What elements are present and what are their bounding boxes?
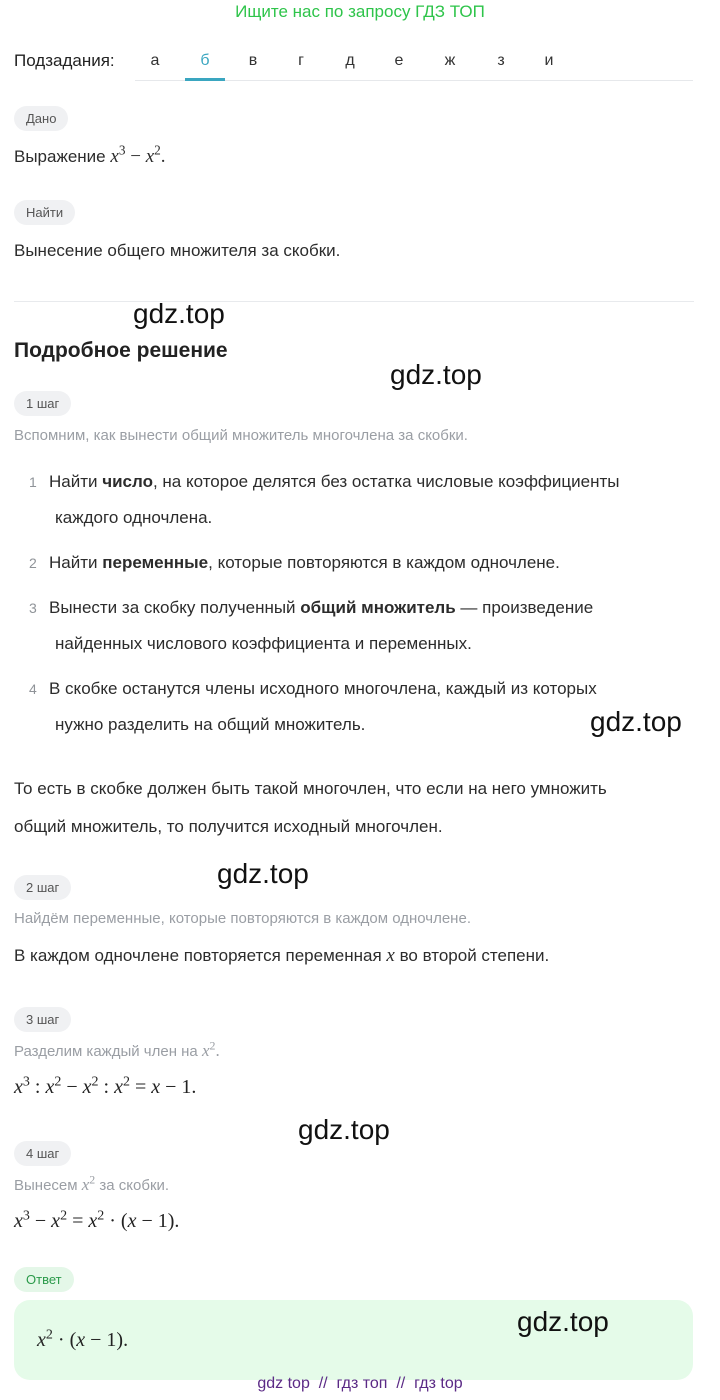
list-item-text: Найти [49, 472, 103, 491]
watermark: gdz.top [517, 1306, 609, 1337]
list-number: 1 [29, 474, 37, 490]
list-item [49, 553, 560, 573]
list-number: 4 [29, 681, 37, 697]
step4-hint-text: Вынесем [14, 1177, 78, 1194]
step2-text [14, 944, 549, 968]
step4-pill: 4 шаг [14, 1141, 71, 1166]
step4-pill-wrap [14, 1141, 71, 1166]
list-item [49, 472, 620, 492]
step4-hint-text: за скобки. [99, 1177, 170, 1194]
find-text: Вынесение общего множителя за скобки. [14, 241, 341, 260]
answer-pill: Ответ [14, 1267, 74, 1292]
step3-hint [14, 1038, 220, 1061]
given-pill-wrap [14, 106, 68, 131]
step2-text-post: во второй степени. [399, 946, 550, 965]
list-number: 2 [29, 555, 37, 571]
tab-g[interactable]: г [298, 52, 304, 69]
step1-pill-wrap [14, 391, 71, 416]
list-item-continuation: нужно разделить на общий множитель. [55, 715, 366, 734]
search-banner: Ищите нас по запросу ГДЗ ТОП [235, 2, 485, 21]
list-item-bold: число [102, 472, 153, 491]
tab-v[interactable]: в [248, 52, 258, 69]
step2-pill: 2 шаг [14, 875, 71, 900]
list-item-bold: переменные [102, 553, 209, 572]
subtasks-label: Подзадания: [14, 51, 115, 70]
list-item-bold: общий множитель [300, 598, 456, 617]
list-item [49, 598, 593, 618]
step4-formula: $x^3 - x^2 = x^2 \cdot (x - 1)$. [14, 1208, 180, 1232]
watermark: gdz.top [217, 858, 309, 889]
step2-text-pre: В каждом одночлене повторяется переменная [14, 946, 382, 965]
footer-links [0, 1375, 720, 1393]
given-expression: $x^3 - x^2$. [110, 142, 166, 167]
step2-hint: Найдём переменные, которые повторяются в каждом одночлене. [14, 910, 471, 927]
find-pill: Найти [14, 200, 75, 225]
watermark: gdz.top [298, 1114, 390, 1145]
list-number: 3 [29, 600, 37, 616]
step3-pill: 3 шаг [14, 1007, 71, 1032]
watermark: gdz.top [590, 706, 682, 737]
list-item-continuation: каждого одночлена. [55, 508, 213, 527]
answer-pill-wrap [14, 1267, 74, 1292]
tab-zh[interactable]: ж [444, 52, 456, 69]
given-pill: Дано [14, 106, 68, 131]
given-text [14, 142, 166, 169]
step3-hint-text: Разделим каждый член на [14, 1043, 198, 1060]
step2-pill-wrap [14, 875, 71, 900]
tab-z[interactable]: з [497, 52, 505, 69]
footer-separator: // [396, 1375, 406, 1392]
solution-title: Подробное решение [14, 339, 228, 362]
footer-link[interactable]: гдз top [414, 1375, 463, 1392]
step1-hint: Вспомним, как вынести общий множитель многочлена за скобки. [14, 427, 468, 444]
step3-formula: $x^3$ : $x^2 - x^2$ : $x^2 = x - 1$. [14, 1074, 197, 1098]
given-prefix: Выражение [14, 147, 106, 166]
variable-x: x [386, 945, 395, 966]
step4-hint-math: $x^2$ [81, 1172, 96, 1194]
footer-link[interactable]: гдз топ [336, 1375, 388, 1392]
tab-b[interactable]: б [185, 44, 225, 81]
list-item-text: Вынести за скобку полученный [49, 598, 301, 617]
step1-summary-line1: То есть в скобке должен быть такой многочлен, что если на него умножить [14, 779, 607, 798]
tab-a[interactable]: а [150, 52, 160, 69]
footer-link[interactable]: gdz top [257, 1375, 310, 1392]
watermark: gdz.top [133, 298, 225, 329]
answer-formula: $x^2 \cdot (x - 1)$. [37, 1327, 129, 1351]
list-item: В скобке останутся члены исходного многочлена, каждый из которых [49, 679, 597, 698]
list-item-text: Найти [49, 553, 103, 572]
tab-e[interactable]: е [394, 52, 404, 69]
list-item-text: , которые повторяются в каждом одночлене. [208, 553, 560, 572]
step1-pill: 1 шаг [14, 391, 71, 416]
footer-separator: // [318, 1375, 328, 1392]
tab-i[interactable]: и [544, 52, 554, 69]
step3-pill-wrap [14, 1007, 71, 1032]
list-item-text: , на которое делятся без остатка числовые коэффициенты [152, 472, 620, 491]
subtask-tabs [135, 44, 693, 81]
list-item-continuation: найденных числового коэффициента и переменных. [55, 634, 472, 653]
step4-hint [14, 1172, 170, 1195]
watermark: gdz.top [390, 359, 482, 390]
step1-summary-line2: общий множитель, то получится исходный многочлен. [14, 817, 443, 836]
list-item-text: — произведение [455, 598, 594, 617]
find-pill-wrap [14, 200, 75, 225]
step3-hint-math: $x^2$. [201, 1038, 220, 1060]
divider [14, 301, 694, 302]
tab-d[interactable]: д [345, 52, 355, 69]
